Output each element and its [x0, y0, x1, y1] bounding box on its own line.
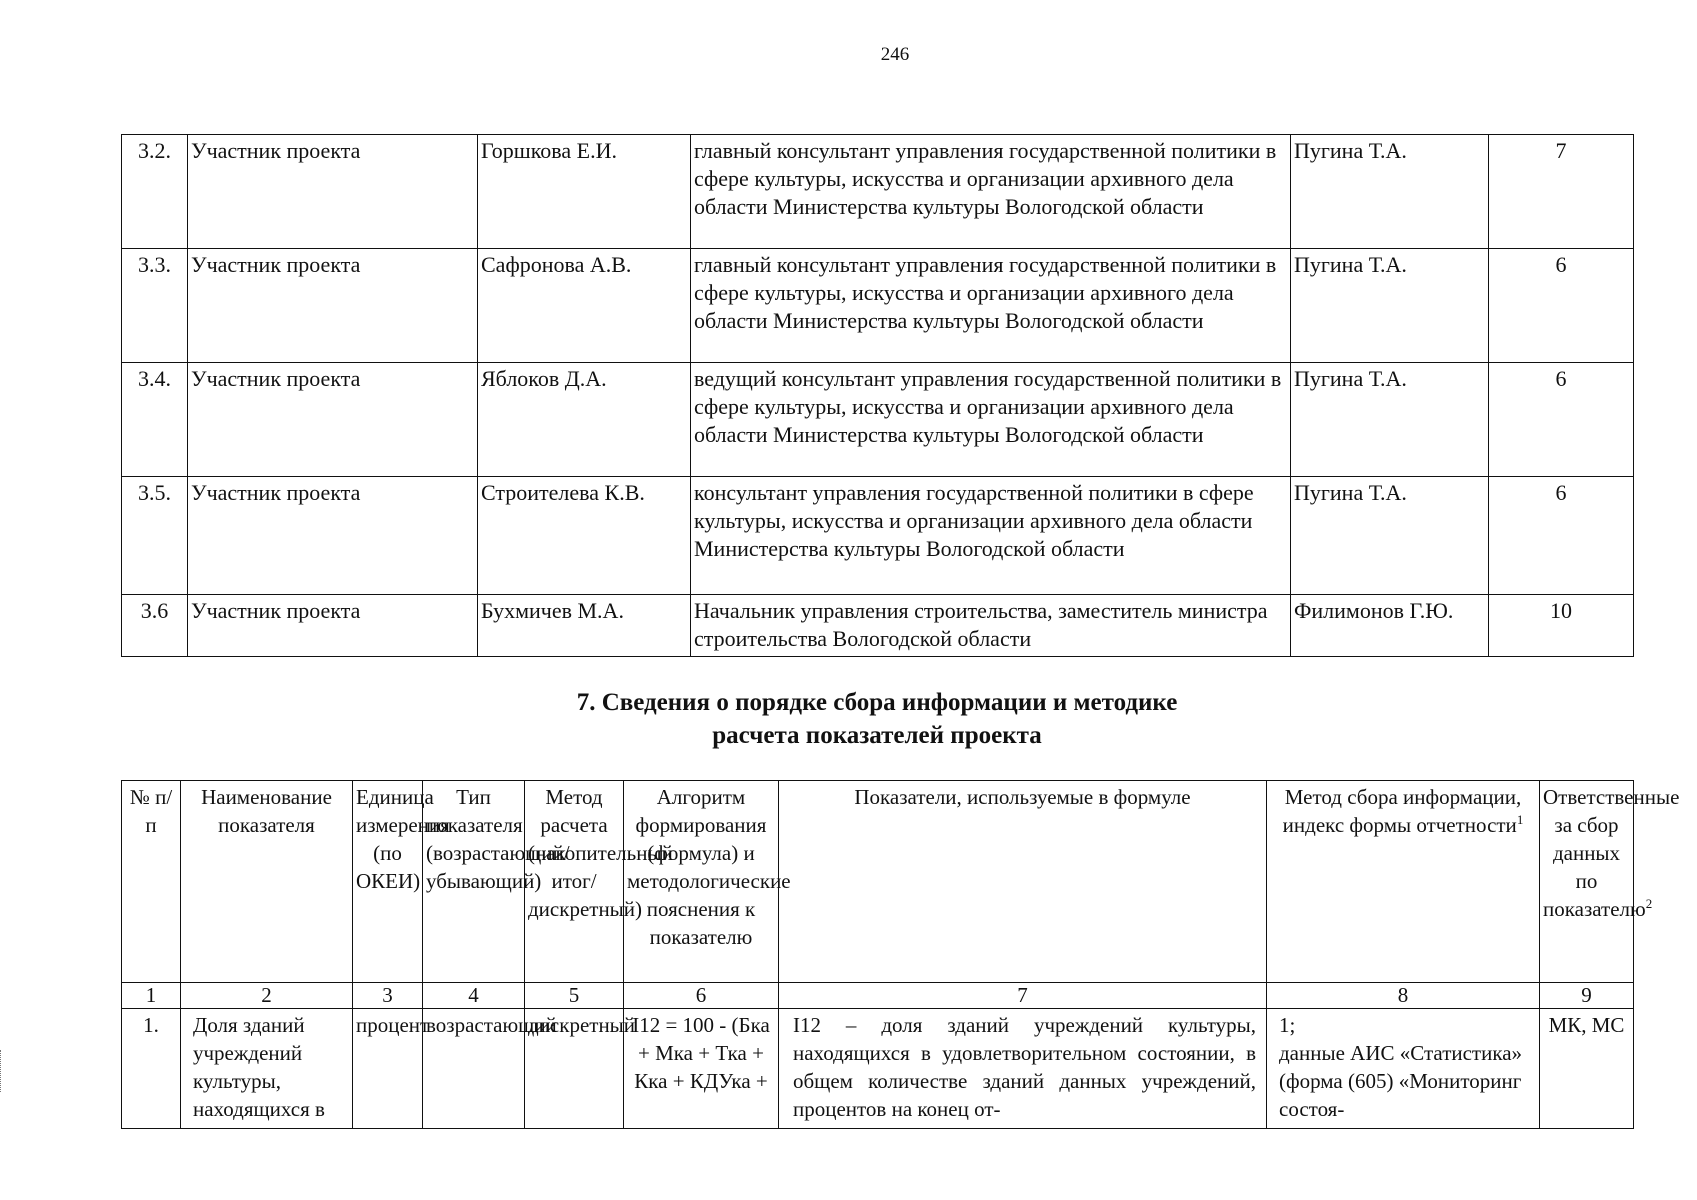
table-row: [122, 1009, 1634, 1129]
indicator-algorithm: I12 = 100 - (Бка + Мка + Тка + Кка + КДУка +: [624, 1009, 779, 1129]
column-number: 9: [1540, 983, 1634, 1009]
column-number: 3: [353, 983, 423, 1009]
table-row: [122, 249, 1634, 363]
footnote-marker: 2: [1645, 896, 1653, 911]
member-load: 6: [1489, 249, 1634, 363]
member-role: Участник проекта: [188, 363, 478, 477]
member-position: главный консультант управления государственной политики в сфере культуры, искусства и организации архивного дела области Министерства культуры Вологодской области: [691, 135, 1291, 249]
row-number: 3.4.: [122, 363, 188, 477]
member-role: Участник проекта: [188, 249, 478, 363]
member-role: Участник проекта: [188, 477, 478, 595]
member-supervisor: Пугина Т.А.: [1291, 249, 1489, 363]
formula-indicators: I12 – доля зданий учреждений культуры, находящихся в удовлетворительном состоянии, в общем количестве зданий данных учреждений, процентов на конец от-: [779, 1009, 1267, 1129]
table-row: [122, 595, 1634, 657]
member-supervisor: Пугина Т.А.: [1291, 363, 1489, 477]
member-supervisor: Филимонов Г.Ю.: [1291, 595, 1489, 657]
header-unit: Единица измерения (по ОКЕИ): [353, 781, 423, 983]
header-number: № п/п: [122, 781, 181, 983]
header-indicator-name: Наименование показателя: [181, 781, 353, 983]
indicator-name: Доля зданий учреждений культуры, находящихся в: [181, 1009, 353, 1129]
member-role: Участник проекта: [188, 135, 478, 249]
row-number: 3.5.: [122, 477, 188, 595]
row-number: 1.: [122, 1009, 181, 1129]
collection-method-source: данные АИС «Статистика» (форма (605) «Мониторинг состоя-: [1279, 1041, 1523, 1121]
column-number: 2: [181, 983, 353, 1009]
member-load: 6: [1489, 363, 1634, 477]
collection-method-index: 1;: [1279, 1013, 1296, 1037]
member-name: Бухмичев М.А.: [478, 595, 691, 657]
member-name: Строителева К.В.: [478, 477, 691, 595]
table-row: [122, 477, 1634, 595]
column-number: 1: [122, 983, 181, 1009]
indicator-calc-method: дискретный: [525, 1009, 624, 1129]
row-number: 3.2.: [122, 135, 188, 249]
column-numbers-row: [122, 983, 1634, 1009]
member-supervisor: Пугина Т.А.: [1291, 477, 1489, 595]
column-number: 4: [423, 983, 525, 1009]
column-number: 7: [779, 983, 1267, 1009]
collection-method: [1267, 1009, 1540, 1129]
member-load: 10: [1489, 595, 1634, 657]
header-responsible: [1540, 781, 1680, 983]
member-position: Начальник управления строительства, заместитель министра строительства Вологодской области: [691, 595, 1291, 657]
row-number: 3.6: [122, 595, 188, 657]
section-heading-line-2: расчета показателей проекта: [712, 722, 1042, 749]
header-collection-method: [1267, 781, 1540, 983]
project-members-table: [121, 134, 1634, 657]
header-responsible-text: Ответственные за сбор данных по показателю: [1543, 785, 1680, 921]
indicator-unit: процент: [353, 1009, 423, 1129]
column-number: 8: [1267, 983, 1540, 1009]
indicators-table: [121, 780, 1680, 1129]
member-supervisor: Пугина Т.А.: [1291, 135, 1489, 249]
column-number: 5: [525, 983, 624, 1009]
responsible: МК, МС: [1540, 1009, 1634, 1129]
header-algorithm: Алгоритм формирования (формула) и методологические пояснения к показателю: [624, 781, 779, 983]
member-load: 6: [1489, 477, 1634, 595]
member-position: главный консультант управления государственной политики в сфере культуры, искусства и организации архивного дела области Министерства культуры Вологодской области: [691, 249, 1291, 363]
header-type: Тип показателя (возрастающий/ убывающий): [423, 781, 525, 983]
section-heading: [121, 686, 1633, 752]
member-role: Участник проекта: [188, 595, 478, 657]
header-collection-method-text: Метод сбора информации, индекс формы отчетности: [1282, 785, 1522, 837]
column-number: 6: [624, 983, 779, 1009]
page-number: 246: [880, 44, 910, 65]
header-formula-indicators: Показатели, используемые в формуле: [779, 781, 1267, 983]
row-number: 3.3.: [122, 249, 188, 363]
header-calc-method: Метод расчета (накопительный итог/ дискретный): [525, 781, 624, 983]
member-load: 7: [1489, 135, 1634, 249]
table-row: [122, 135, 1634, 249]
member-name: Горшкова Е.И.: [478, 135, 691, 249]
indicator-type: возрастающий: [423, 1009, 525, 1129]
table-header-row: [122, 781, 1634, 983]
member-name: Сафронова А.В.: [478, 249, 691, 363]
margin-mark: [0, 1050, 5, 1092]
member-name: Яблоков Д.А.: [478, 363, 691, 477]
member-position: ведущий консультант управления государственной политики в сфере культуры, искусства и организации архивного дела области Министерства культуры Вологодской области: [691, 363, 1291, 477]
member-position: консультант управления государственной политики в сфере культуры, искусства и организации архивного дела области Министерства культуры Вологодской области: [691, 477, 1291, 595]
table-row: [122, 363, 1634, 477]
footnote-marker: 1: [1516, 812, 1524, 827]
section-heading-line-1: 7. Сведения о порядке сбора информации и методике: [576, 689, 1178, 716]
